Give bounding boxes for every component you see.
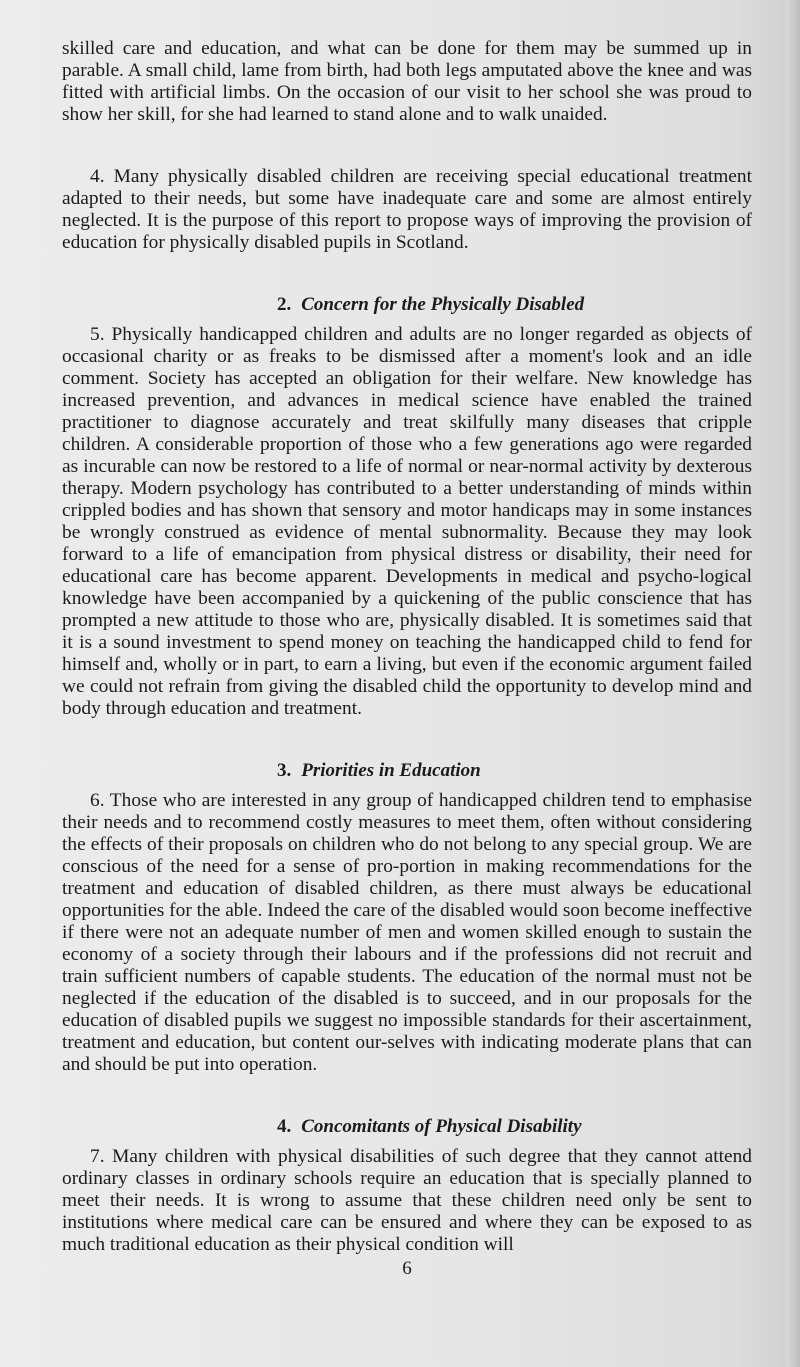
page-number: 6	[402, 1258, 412, 1279]
section-title: Priorities in Education	[301, 760, 481, 781]
section-title: Concern for the Physically Disabled	[301, 294, 585, 315]
section-heading-4	[62, 1116, 752, 1138]
page-edge-shadow	[786, 0, 800, 1367]
paragraph-6: 6. Those who are interested in any group of handicapped children tend to emphasise their needs and to recommend costly measures to meet them, often without considering the effects of their proposals on children who do not belong to any special group. We are conscious of the need for a sense of pro-portion in making recommendations for the treatment and education of disabled children, as there must always be educational opportunities for the able. Indeed the care of the disabled would soon become ineffective if there were not an adequate number of men and women skilled enough to sustain the economy of a society through their labours and if the professions did not recruit and train sufficient numbers of capable students. The education of the normal must not be neglected if the education of the disabled is to succeed, and in our proposals for the education of disabled pupils we suggest no impossible standards for their ascertainment, treatment and education, but content our-selves with indicating moderate plans that can and should be put into operation.	[62, 790, 752, 1075]
section-number: 4.	[277, 1116, 292, 1137]
paragraph-carryover: skilled care and education, and what can be done for them may be summed up in parable. A small child, lame from birth, had both legs amputated above the knee and was fitted with artificial limbs. On the occasion of our visit to her school she was proud to show her skill, for she had learned to stand alone and to walk unaided.	[62, 38, 752, 125]
section-number: 3.	[277, 760, 292, 781]
paragraph-4: 4. Many physically disabled children are receiving special educational treatment adapted to their needs, but some have inadequate care and some are almost entirely neglected. It is the purpose of this report to propose ways of improving the provision of education for physically disabled pupils in Scotland.	[62, 166, 752, 253]
section-number: 2.	[277, 294, 292, 315]
section-heading-3	[62, 760, 752, 782]
paragraph-5: 5. Physically handicapped children and adults are no longer regarded as objects of occasional charity or as freaks to be dismissed after a moment's look and an idle comment. Society has accepted an obligation for their welfare. New knowledge has increased prevention, and advances in medical science have enabled the trained practitioner to diagnose accurately and treat skilfully many diseases that cripple children. A considerable proportion of those who a few generations ago were regarded as incurable can now be restored to a life of normal or near-normal activity by dexterous therapy. Modern psychology has contributed to a better understanding of minds within crippled bodies and has shown that sensory and motor handicaps may in some instances be wrongly construed as evidence of mental subnormality. Because they may look forward to a life of emancipation from physical distress or disability, their need for educational care has become apparent. Developments in medical and psycho-logical knowledge have been accompanied by a quickening of the public conscience that has prompted a new attitude to those who are, physically disabled. It is sometimes said that it is a sound investment to spend money on teaching the handicapped child to fend for himself and, wholly or in part, to earn a living, but even if the economic argument failed we could not refrain from giving the disabled child the opportunity to develop mind and body through education and treatment.	[62, 324, 752, 719]
document-body	[62, 38, 752, 1280]
section-title: Concomitants of Physical Disability	[301, 1116, 582, 1137]
section-heading-2	[62, 294, 752, 316]
paragraph-7: 7. Many children with physical disabilities of such degree that they cannot attend ordinary classes in ordinary schools require an education that is specially planned to meet their needs. It is wrong to assume that these children need only be sent to institutions where medical care can be ensured and where they can be exposed to as much traditional education as their physical condition will	[62, 1146, 752, 1255]
